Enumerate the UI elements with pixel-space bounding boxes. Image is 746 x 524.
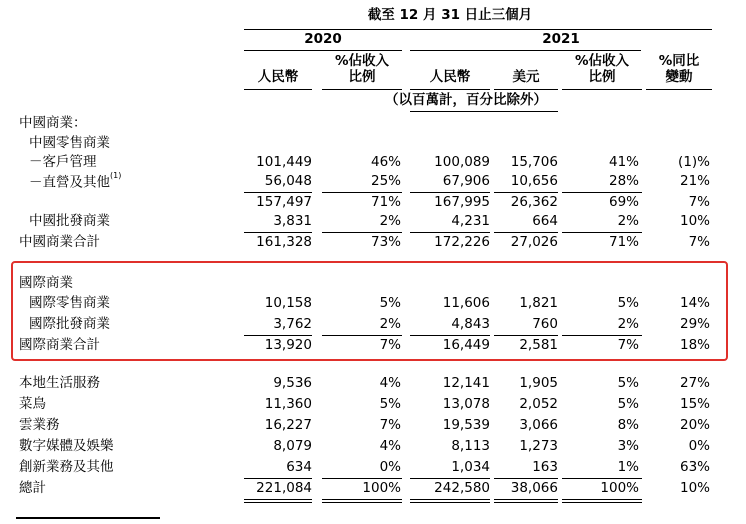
cell-rmb-2021: 13,078 [442,396,490,412]
cell-usd-2021: 1,905 [519,375,558,391]
double-rule [244,499,312,500]
cell-yoy: 10% [679,213,710,229]
cell-rmb-2020: 13,920 [264,337,312,353]
row-label: 總計 [19,480,46,496]
cell-rmb-2021: 4,231 [451,213,490,229]
total-rule [244,232,312,233]
double-rule [562,499,642,500]
year-2020-header: 2020 [304,31,342,47]
cell-rmb-2020: 8,079 [273,438,312,454]
section-intl-commerce: 國際商業 [19,275,73,291]
cell-yoy: 63% [679,459,710,475]
table-row [0,236,746,256]
footnote-separator [16,517,160,519]
table-row [0,377,746,397]
row-label: 雲業務 [19,417,60,433]
double-rule [410,499,490,500]
footnote-marker: (1) [110,171,122,180]
total-rule [562,335,642,336]
cell-rmb-2021: 4,843 [451,316,490,332]
cell-rmb-2020: 101,449 [256,154,312,170]
cell-pct-2021: 69% [608,194,639,210]
table-row [0,398,746,418]
cell-pct-2020: 7% [379,417,401,433]
year-2021-rule [410,50,641,51]
cell-usd-2021: 1,273 [519,438,558,454]
cell-yoy: 15% [679,396,710,412]
cell-pct-2021: 7% [617,337,639,353]
total-rule [322,335,402,336]
unit-note-rule [410,111,558,112]
cell-rmb-2020: 10,158 [264,295,312,311]
cell-pct-2020: 5% [379,396,401,412]
col-usd-2021: 美元 [512,69,540,85]
cell-rmb-2021: 167,995 [434,194,490,210]
col-pct-2020-line2: 比例 [348,69,376,85]
cell-pct-2021: 8% [617,417,639,433]
cell-pct-2020: 4% [379,375,401,391]
total-rule [494,335,558,336]
cell-usd-2021: 163 [532,459,558,475]
double-rule [562,502,642,503]
table-row [0,419,746,439]
cell-pct-2021: 3% [617,438,639,454]
col-pct-2021-line1: %佔收入 [574,53,630,69]
cell-pct-2020: 46% [370,154,401,170]
cell-usd-2021: 15,706 [510,154,558,170]
col-underline [562,89,642,90]
subtotal-rule [562,192,642,193]
total-rule [410,232,490,233]
cell-yoy: 20% [679,417,710,433]
cell-pct-2021: 1% [617,459,639,475]
cell-yoy: 18% [679,337,710,353]
cell-pct-2020: 2% [379,213,401,229]
cell-pct-2021: 2% [617,316,639,332]
section-china-retail: 中國零售商業 [29,135,110,151]
row-label: 國際零售商業 [29,295,110,311]
cell-pct-2020: 0% [379,459,401,475]
col-pct-2020-line1: %佔收入 [334,53,390,69]
row-label: 國際批發商業 [29,316,110,332]
total-rule [562,478,642,479]
cell-yoy: 29% [679,316,710,332]
row-label: －客戶管理 [29,154,97,170]
col-underline [244,89,312,90]
cell-usd-2021: 3,066 [519,417,558,433]
cell-pct-2020: 4% [379,438,401,454]
cell-usd-2021: 38,066 [510,480,558,496]
row-label: 國際商業合計 [19,337,100,353]
year-2021-header: 2021 [542,31,580,47]
cell-yoy: (1)% [678,154,710,170]
cell-pct-2021: 28% [608,173,639,189]
col-underline [322,89,402,90]
total-rule [494,478,558,479]
cell-pct-2021: 2% [617,213,639,229]
cell-pct-2020: 7% [379,337,401,353]
col-yoy-line2: 變動 [665,69,693,85]
cell-usd-2021: 10,656 [510,173,558,189]
cell-rmb-2021: 67,906 [442,173,490,189]
header-rule [244,29,712,30]
cell-yoy: 21% [679,173,710,189]
cell-pct-2020: 5% [379,295,401,311]
cell-pct-2021: 5% [617,295,639,311]
unit-note: （以百萬計，百分比除外） [385,92,547,108]
cell-rmb-2021: 100,089 [434,154,490,170]
cell-pct-2021: 5% [617,396,639,412]
cell-pct-2021: 71% [608,234,639,250]
total-rule [562,232,642,233]
double-rule [322,502,402,503]
row-label: 中國批發商業 [29,213,110,229]
cell-rmb-2020: 56,048 [264,173,312,189]
row-label: 中國商業合計 [19,234,100,250]
cell-pct-2020: 100% [362,480,401,496]
total-rule [244,335,312,336]
cell-rmb-2021: 8,113 [451,438,490,454]
cell-pct-2020: 25% [370,173,401,189]
cell-pct-2021: 100% [600,480,639,496]
total-rule [410,335,490,336]
cell-pct-2021: 5% [617,375,639,391]
double-rule [244,502,312,503]
cell-rmb-2021: 1,034 [451,459,490,475]
section-china-commerce: 中國商業： [19,115,87,131]
cell-usd-2021: 664 [532,213,558,229]
row-label: 菜鳥 [19,396,46,412]
row-label-text: －直營及其他 [29,174,110,191]
cell-pct-2020: 71% [370,194,401,210]
cell-rmb-2020: 11,360 [264,396,312,412]
cell-rmb-2021: 172,226 [434,234,490,250]
cell-rmb-2021: 16,449 [442,337,490,353]
subtotal-rule [322,192,402,193]
row-label [29,171,122,191]
cell-rmb-2020: 161,328 [256,234,312,250]
cell-rmb-2020: 3,762 [273,316,312,332]
cell-rmb-2021: 19,539 [442,417,490,433]
total-rule [322,232,402,233]
total-rule [494,232,558,233]
table-row [0,339,746,359]
col-rmb-2020: 人民幣 [257,69,299,85]
double-rule [494,499,558,500]
cell-rmb-2020: 634 [286,459,312,475]
cell-rmb-2020: 9,536 [273,375,312,391]
row-label: 數字媒體及娛樂 [19,438,114,454]
col-underline [646,89,712,90]
cell-usd-2021: 1,821 [519,295,558,311]
subtotal-rule [494,192,558,193]
cell-usd-2021: 27,026 [510,234,558,250]
cell-rmb-2020: 157,497 [256,194,312,210]
cell-yoy: 10% [679,480,710,496]
cell-rmb-2021: 242,580 [434,480,490,496]
cell-rmb-2020: 3,831 [273,213,312,229]
cell-yoy: 27% [679,375,710,391]
cell-usd-2021: 2,052 [519,396,558,412]
double-rule [322,499,402,500]
cell-rmb-2021: 11,606 [442,295,490,311]
row-label: 創新業務及其他 [19,459,114,475]
col-rmb-2021: 人民幣 [429,69,471,85]
table-row [0,440,746,460]
col-pct-2021-line2: 比例 [588,69,616,85]
cell-rmb-2020: 221,084 [256,480,312,496]
total-rule [244,478,312,479]
col-underline [494,89,558,90]
cell-usd-2021: 760 [532,316,558,332]
col-underline [410,89,490,90]
year-2020-rule [244,50,402,51]
cell-rmb-2021: 12,141 [442,375,490,391]
cell-yoy: 7% [688,194,710,210]
row-label: 本地生活服務 [19,375,100,391]
cell-usd-2021: 26,362 [510,194,558,210]
subtotal-rule [244,192,312,193]
col-yoy-line1: %同比 [658,53,700,69]
double-rule [494,502,558,503]
cell-yoy: 7% [688,234,710,250]
cell-pct-2020: 2% [379,316,401,332]
cell-rmb-2020: 16,227 [264,417,312,433]
double-rule [410,502,490,503]
total-rule [410,478,490,479]
cell-pct-2020: 73% [370,234,401,250]
cell-pct-2021: 41% [608,154,639,170]
cell-usd-2021: 2,581 [519,337,558,353]
cell-yoy: 14% [679,295,710,311]
cell-yoy: 0% [688,438,710,454]
table-row [0,297,746,317]
subtotal-rule [410,192,490,193]
period-header: 截至 12 月 31 日止三個月 [367,7,533,23]
total-rule [322,478,402,479]
